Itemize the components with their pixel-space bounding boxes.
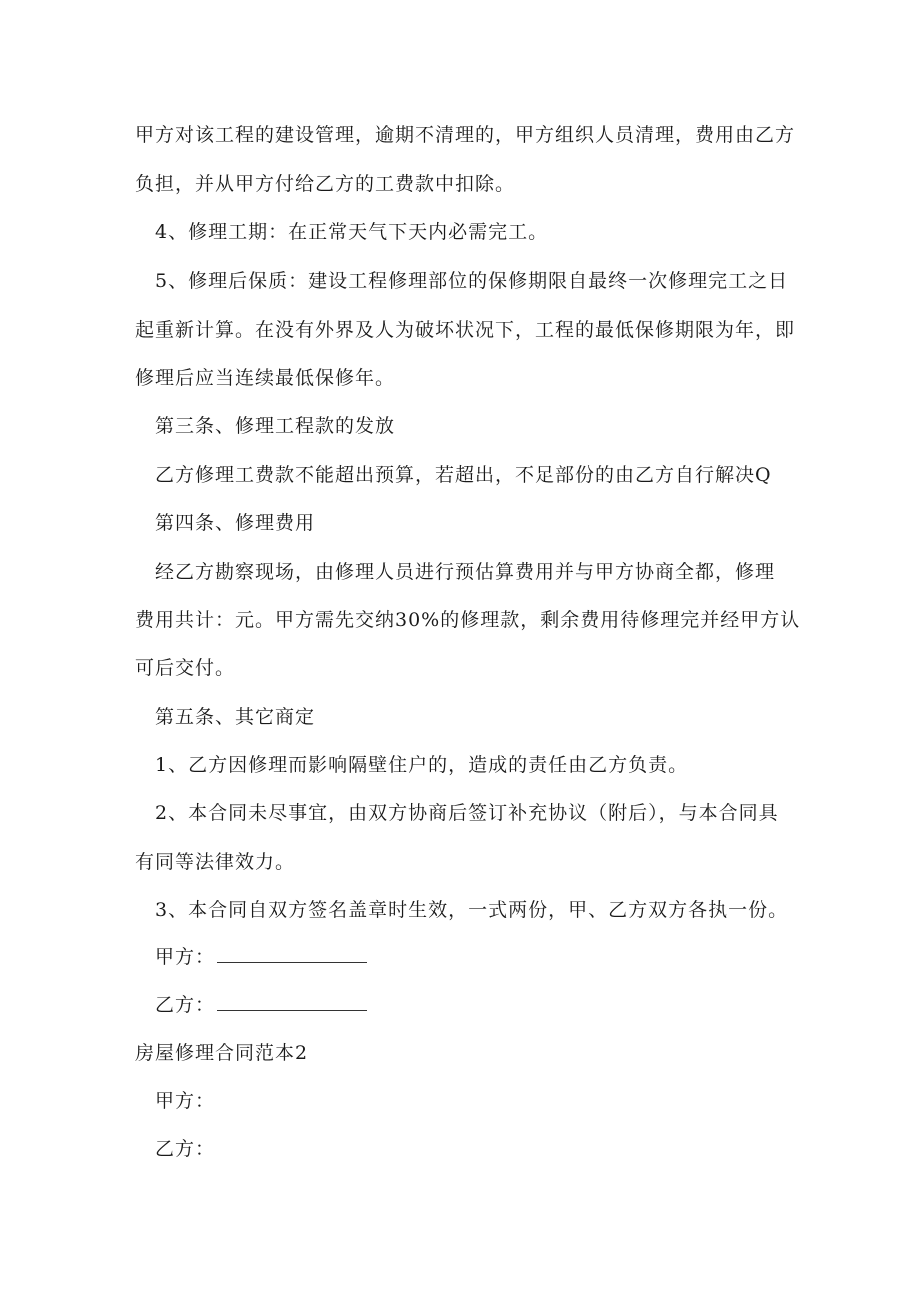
party-b-signature-line bbox=[217, 1010, 367, 1011]
clause-warranty-line-2: 起重新计算。在没有外界及人为破坏状况下，工程的最低保修期限为年，即 bbox=[135, 319, 796, 341]
party-b-signature-label: 乙方： bbox=[155, 994, 216, 1016]
clause-repair-period: 4、修理工期：在正常天气下天内必需完工。 bbox=[155, 221, 549, 243]
clause-warranty-line-1: 5、修理后保质：建设工程修理部位的保修期限自最终一次修理完工之日 bbox=[155, 270, 789, 292]
second-party-b-label: 乙方： bbox=[155, 1138, 216, 1160]
article-5-item-1: 1、乙方因修理而影响隔壁住户的，造成的责任由乙方负责。 bbox=[155, 754, 689, 776]
article-5-heading: 第五条、其它商定 bbox=[155, 706, 316, 728]
article-3-heading: 第三条、修理工程款的发放 bbox=[155, 415, 396, 437]
party-a-signature-line bbox=[217, 962, 367, 963]
article-4-line-1: 经乙方勘察现场，由修理人员进行预估算费用并与甲方协商全都，修理 bbox=[155, 561, 776, 583]
clause-warranty-line-3: 修理后应当连续最低保修年。 bbox=[135, 367, 396, 389]
article-4-line-3: 可后交付。 bbox=[135, 657, 236, 679]
article-5-item-2-line-1: 2、本合同未尽事宜，由双方协商后签订补充协议（附后），与本合同具 bbox=[155, 802, 779, 824]
party-a-signature-label: 甲方： bbox=[155, 946, 216, 968]
paragraph-line-2: 负担，并从甲方付给乙方的工费款中扣除。 bbox=[135, 173, 516, 195]
second-contract-title: 房屋修理合同范本2 bbox=[135, 1042, 309, 1064]
article-5-item-3: 3、本合同自双方签名盖章时生效，一式两份，甲、乙方双方各执一份。 bbox=[155, 899, 789, 921]
second-party-a-label: 甲方： bbox=[155, 1090, 216, 1112]
article-5-item-2-line-2: 有同等法律效力。 bbox=[135, 851, 296, 873]
paragraph-line-1: 甲方对该工程的建设管理，逾期不清理的，甲方组织人员清理，费用由乙方 bbox=[135, 124, 796, 146]
article-4-line-2: 费用共计：元。甲方需先交纳30%的修理款，剩余费用待修理完并经甲方认 bbox=[135, 609, 801, 631]
article-3-text: 乙方修理工费款不能超出预算，若超出，不足部份的由乙方自行解决Q bbox=[155, 464, 772, 486]
article-4-heading: 第四条、修理费用 bbox=[155, 512, 316, 534]
